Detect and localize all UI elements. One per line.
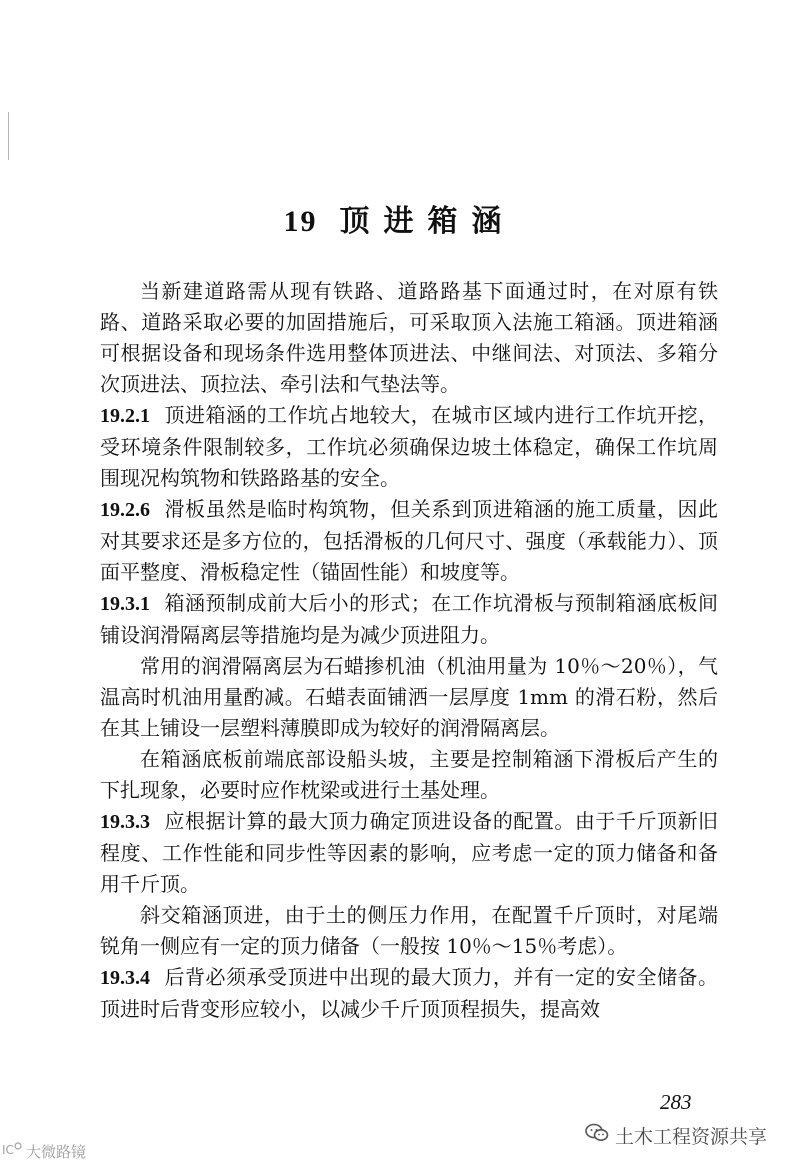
section-paragraph: 19.2.1 顶进箱涵的工作坑占地较大，在城市区域内进行工作坑开挖，受环境条件限制较多，工作坑必须确保边坡土体稳定，确保工作坑周围现况构筑物和铁路路基的安全。: [100, 403, 718, 490]
watermark-left-text: 大微路镜: [26, 1142, 87, 1161]
section-paragraph: 19.3.3 应根据计算的最大顶力确定顶进设备的配置。由于千斤顶新旧程度、工作性能和同步性等因素的影响，应考虑一定的顶力储备和备用千斤顶。: [100, 809, 718, 896]
paragraph: 在箱涵底板前端底部设船头坡，主要是控制箱涵下滑板后产生的下扎现象，必要时应作枕梁或进行土基处理。: [100, 747, 718, 802]
section-paragraph: 19.2.6 滑板虽然是临时构筑物，但关系到顶进箱涵的施工质量，因此对其要求还是多方位的，包括滑板的几何尺寸、强度（承载能力）、顶面平整度、滑板稳定性（锚固性能）和坡度等。: [100, 497, 718, 584]
section-paragraph: 19.3.1 箱涵预制成前大后小的形式；在工作坑滑板与预制箱涵底板间铺设润滑隔离层等措施均是为减少顶进阻力。: [100, 591, 718, 647]
chapter-title: [0, 196, 799, 240]
scan-edge-line: [8, 112, 9, 160]
ic-logo-icon: [2, 1140, 22, 1162]
chapter-name: 顶进箱涵: [339, 204, 516, 239]
section-paragraph: 19.3.4 后背必须承受顶进中出现的最大顶力，并有一定的安全储备。顶进时后背变形应较小，以减少千斤顶顶程损失，提高效: [100, 965, 718, 1021]
watermark-right: [585, 1122, 767, 1149]
section-number: 19.2.1: [100, 405, 150, 427]
watermark-left: [2, 1140, 86, 1162]
body-text: [100, 276, 718, 1025]
paragraph: 斜交箱涵顶进，由于土的侧压力作用，在配置千斤顶时，对尾端锐角一侧应有一定的顶力储备（一般按 10％～15％考虑）。: [100, 903, 718, 958]
chapter-number: 19: [283, 205, 318, 238]
section-number: 19.3.1: [100, 593, 150, 615]
section-number: 19.3.3: [100, 811, 150, 833]
wechat-icon: [585, 1123, 609, 1148]
section-number: 19.2.6: [100, 499, 150, 521]
svg-text:IC: IC: [2, 1143, 14, 1157]
paragraph: 当新建道路需从现有铁路、道路路基下面通过时，在对原有铁路、道路采取必要的加固措施后，可采取顶入法施工箱涵。顶进箱涵可根据设备和现场条件选用整体顶进法、中继间法、对顶法、多箱分次顶进法、顶拉法、牵引法和气垫法等。: [100, 279, 718, 396]
page-number: 283: [660, 1090, 692, 1114]
paragraph: 常用的润滑隔离层为石蜡掺机油（机油用量为 10％～20％），气温高时机油用量酌减。石蜡表面铺洒一层厚度 1mm 的滑石粉，然后在其上铺设一层塑料薄膜即成为较好的润滑隔离层。: [100, 654, 718, 740]
watermark-right-text: 土木工程资源共享: [615, 1126, 768, 1148]
section-number: 19.3.4: [100, 967, 150, 989]
